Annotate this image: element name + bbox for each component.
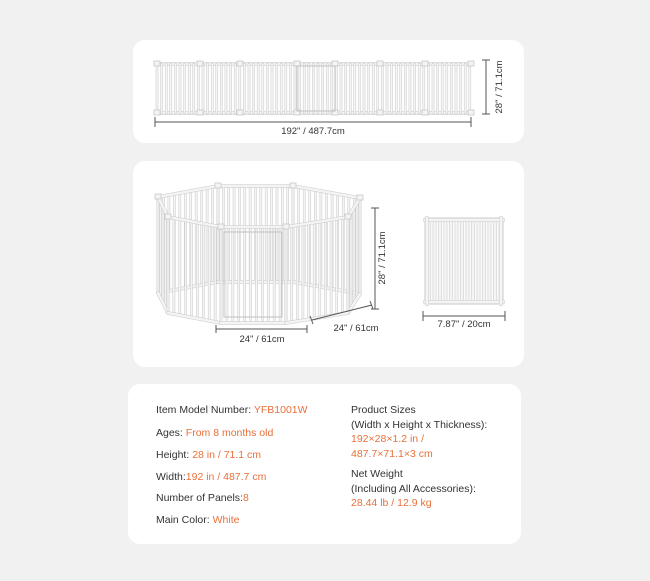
- spec-color-label: Main Color:: [156, 514, 213, 526]
- spec-panels-label: Number of Panels:: [156, 492, 243, 504]
- fence-bar: [168, 313, 221, 323]
- spec-sizes-value-inch: 192×28×1.2 in /: [351, 433, 424, 445]
- spec-panels-value: 8: [242, 492, 249, 504]
- folded-fence-image: [425, 218, 503, 304]
- fence-bar: [158, 186, 218, 197]
- fence-clamp: [357, 195, 363, 200]
- octagon-front-line: [216, 325, 307, 333]
- spec-height-label: Height:: [156, 449, 193, 461]
- spec-sizes-title: Product Sizes: [351, 404, 416, 416]
- spec-net-weight: [351, 467, 476, 511]
- spec-height-value: 28 in / 71.1 cm: [192, 449, 262, 461]
- fence-clamp: [218, 224, 224, 229]
- spec-width-label: Width:: [156, 471, 186, 483]
- spec-product-sizes: [351, 403, 487, 461]
- spec-weight-value: 28.44 lb / 12.9 kg: [351, 497, 432, 509]
- spec-ages-value: From 8 months old: [185, 427, 274, 439]
- spec-model-value: YFB1001W: [253, 404, 308, 416]
- fence-bar: [286, 313, 348, 323]
- top-width-label: 192" / 487.7cm: [281, 126, 345, 137]
- octagon-playpen-image: [155, 183, 363, 323]
- spec-model-label: Item Model Number:: [156, 404, 254, 416]
- octagon-right-label: 24" / 61cm: [333, 323, 379, 334]
- fence-clamp: [215, 183, 221, 188]
- folded-thickness-label: 7.87" / 20cm: [437, 319, 491, 330]
- octagon-height-label: 28" / 71.1cm: [377, 231, 388, 285]
- fence-clamp: [290, 183, 296, 188]
- spec-weight-subtitle: (Including All Accessories):: [351, 482, 476, 495]
- fence-clamp: [345, 214, 351, 219]
- spec-width: [156, 470, 266, 484]
- fence-clamp: [165, 214, 171, 219]
- octagon-front-label: 24" / 61cm: [239, 334, 285, 345]
- spec-ages-label: Ages:: [156, 427, 186, 439]
- spec-panels: [156, 491, 249, 505]
- fence-clamp: [155, 194, 161, 199]
- spec-weight-title: Net Weight: [351, 468, 403, 480]
- spec-width-value: 192 in / 487.7 cm: [185, 471, 267, 483]
- top-height-label: 28" / 71.1cm: [494, 60, 505, 114]
- spec-sizes-subtitle: (Width x Height x Thickness):: [351, 418, 488, 431]
- spec-sizes-value-cm: 487.7×71.1×3 cm: [351, 447, 433, 460]
- fence-clamp: [283, 224, 289, 229]
- spec-model: [156, 403, 308, 417]
- spec-color-value: White: [212, 514, 240, 526]
- spec-color: [156, 513, 239, 527]
- spec-ages: [156, 426, 273, 440]
- spec-height: [156, 448, 261, 462]
